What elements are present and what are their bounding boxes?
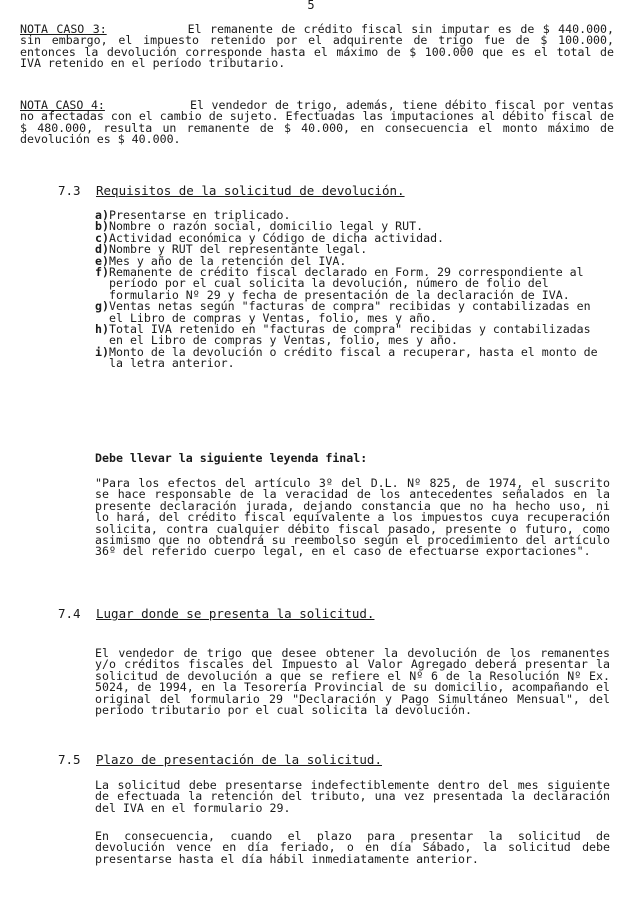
list-item: e) Mes y año de la retención del IVA. — [95, 253, 347, 268]
nota-caso-4-label: NOTA CASO 4: — [20, 98, 105, 112]
section-7-5-title: Plazo de presentación de la solicitud. — [96, 752, 382, 767]
list-item: b) Nombre o razón social, domicilio legal y RUT. — [95, 219, 424, 234]
section-7-5-number: 7.5 — [58, 752, 81, 767]
nota-caso-4-text: El vendedor de trigo, además, tiene débito fiscal por ventas no afectadas con el cambio de sujeto. Efectuadas las imputaciones al débito fiscal de $ 480.000, resulta un remanente de $ 40.000, en consecuencia el monto máximo de devolución es $ 40.000. — [20, 98, 615, 147]
section-7-3-title: Requisitos de la solicitud de devolución. — [96, 183, 405, 198]
section-7-4-heading — [58, 608, 374, 619]
list-item: i) Monto de la devolución o crédito fiscal a recuperar, hasta el monto de la letra anterior. — [95, 344, 598, 371]
requirements-list — [95, 210, 605, 370]
page-number: 5 — [307, 0, 315, 12]
section-7-3-heading — [58, 185, 405, 196]
legend-heading: Debe llevar la siguiente leyenda final: — [95, 451, 368, 465]
section-7-5-para2: En consecuencia, cuando el plazo para presentar la solicitud de devolución vence en día feriado, o en día Sábado, la solicitud debe presentarse hasta el día hábil inmediatamente anterior. — [95, 829, 610, 866]
list-item: f) Remanente de crédito fiscal declarado en Form. 29 correspondiente al período por el cual solicita la devolución, número de folio del formulario Nº 29 y fecha de presentación de la declaración de IVA. — [95, 265, 584, 302]
list-item: c) Actividad económica y Código de dicha actividad. — [95, 230, 445, 245]
nota-caso-3 — [20, 24, 614, 70]
nota-caso-3-label: NOTA CASO 3: — [20, 22, 107, 36]
section-7-3-number: 7.3 — [58, 183, 81, 198]
legend-text: "Para los efectos del artículo 3º del D.L. Nº 825, de 1974, el suscrito se hace responsable de la veracidad de los antecedentes señalados en la presente declaración jurada, dejando constancia que no ha hecho uso, ni lo hará, del crédito fiscal equivalente a los impuestos cuya recuperación solicita, contra cualquier débito fiscal pasado, presente o futuro, como asimismo que no obtendrá su reembolso según el procedimiento del artículo 36º del referido cuerpo legal, en el caso de efectuarse exportaciones". — [95, 476, 610, 559]
nota-caso-3-text: El remanente de crédito fiscal sin imputar es de $ 440.000, sin embargo, el impuesto retenido por el adquirente de trigo fue de $ 100.000, entonces la devolución corresponde hasta el máximo de $ 100.000 que es el total de IVA retenido en el período tributario. — [20, 22, 615, 71]
section-7-5-heading — [58, 754, 382, 765]
section-7-4-number: 7.4 — [58, 606, 81, 621]
section-7-5-para1: La solicitud debe presentarse indefectiblemente dentro del mes siguiente de efectuada la retención del tributo, una vez presentada la declaración del IVA en el formulario 29. — [95, 778, 610, 815]
list-item: a) Presentarse en triplicado. — [95, 208, 291, 222]
list-item: h) Total IVA retenido en "facturas de compra" recibidas y contabilizadas en el Libro de compras y Ventas, folio, mes y año. — [95, 322, 591, 348]
nota-caso-4 — [20, 100, 614, 146]
list-item: d) Nombre y RUT del representante legal. — [95, 242, 368, 257]
section-7-4-text: El vendedor de trigo que desee obtener la devolución de los remanentes y/o créditos fiscales del Impuesto al Valor Agregado deberá presentar la solicitud de devolución a que se refiere el Nº 6 de la Resolución Nº Ex. 5024, de 1994, en la Tesorería Provincial de su domicilio, acompañando el original del formulario 29 "Declaración y Pago Simultáneo Mensual", del período tributario por el cual solicita la devolución. — [95, 646, 610, 718]
list-item: g) Ventas netas según "facturas de compra" recibidas y contabilizadas en el Libro de compras y Ventas, folio, mes y año. — [95, 299, 591, 325]
section-7-4-title: Lugar donde se presenta la solicitud. — [96, 606, 375, 621]
